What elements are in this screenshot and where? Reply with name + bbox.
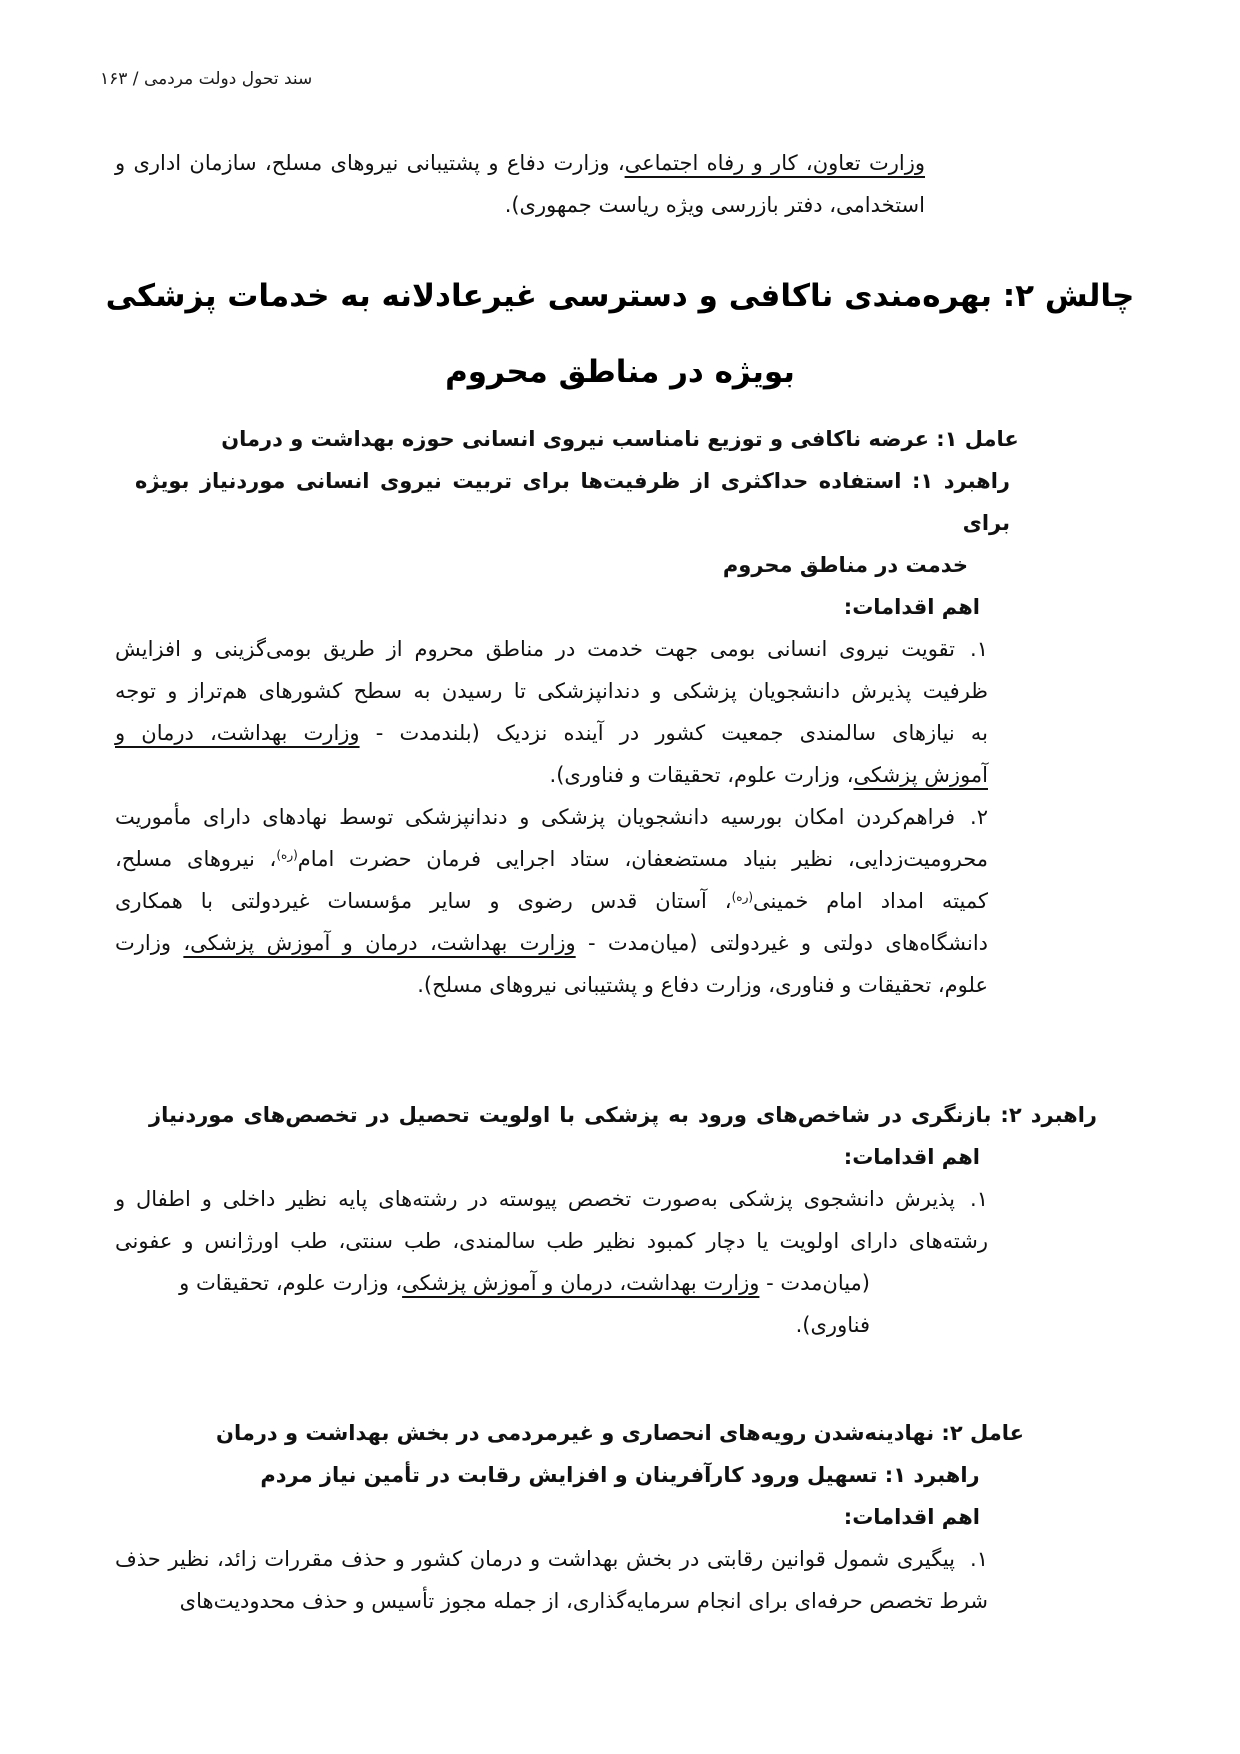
intro-paragraph [115,142,925,226]
text-line: به نیازهای سالمندی جمعیت کشور در آینده نزدیک (بلندمدت - وزارت بهداشت، درمان و [115,721,988,745]
list-item-number: ۱. [970,637,988,661]
strategy-2-heading: راهبرد ۲: بازنگری در شاخص‌های ورود به پزشکی با اولویت تحصیل در تخصص‌های موردنیاز [149,1103,1097,1127]
text-line: وزارت تعاون، کار و رفاه اجتماعی، وزارت دفاع و پشتیبانی نیروهای مسلح، سازمان اداری و [115,151,925,175]
text-line: شرط تخصص حرفه‌ای برای انجام سرمایه‌گذاری، از جمله مجوز تأسیس و حذف محدودیت‌های [179,1589,988,1613]
list-item-2 [115,796,988,1006]
challenge-title-line1: چالش ۲: بهره‌مندی ناکافی و دسترسی غیرعادلانه به خدمات پزشکی [105,278,1135,314]
list-item-text: تقویت نیروی انسانی بومی جهت خدمت در مناطق محروم از طریق بومی‌گزینی و افزایش [115,637,956,661]
strategy-heading-line: راهبرد ۱: استفاده حداکثری از ظرفیت‌ها برای تربیت نیروی انسانی موردنیاز بویژه برای [135,469,1010,535]
list-item-number: ۲. [970,805,988,829]
list-item-3 [115,1178,988,1346]
actions-label: اهم اقدامات: [843,1505,980,1529]
list-item-4 [115,1538,988,1622]
text-line: آموزش پزشکی، وزارت علوم، تحقیقات و فناوری). [549,763,988,787]
text-line: ظرفیت پذیرش دانشجویان پزشکی و دندانپزشکی تا رسیدن به سطح کشورهای هم‌تراز و توجه [115,679,988,703]
list-item-number: ۱. [970,1547,988,1571]
text-line: دانشگاه‌های دولتی و غیردولتی (میان‌مدت - وزارت بهداشت، درمان و آموزش پزشکی، وزارت [115,931,989,955]
page-header: سند تحول دولت مردمی / ۱۶۳ [100,69,313,89]
text-line: علوم، تحقیقات و فناوری، وزارت دفاع و پشتیبانی نیروهای مسلح). [417,973,988,997]
strategy-heading-line: خدمت در مناطق محروم [722,553,968,577]
list-item-text: پذیرش دانشجوی پزشکی به‌صورت تخصص پیوسته در رشته‌های پایه نظیر داخلی و اطفال و [115,1187,956,1211]
challenge-title-line2: بویژه در مناطق محروم [445,354,795,390]
list-item-text: پیگیری شمول قوانین رقابتی در بخش بهداشت و درمان کشور و حذف مقررات زائد، نظیر حذف [115,1547,956,1571]
strategy-1-heading [100,460,1140,586]
list-item-number: ۱. [970,1187,988,1211]
challenge-title [100,258,1140,410]
text-line: استخدامی، دفتر بازرسی ویژه ریاست جمهوری). [504,193,925,217]
actions-label: اهم اقدامات: [843,595,980,619]
text-line [115,1538,988,1580]
factor-2-heading: عامل ۲: نهادینه‌شدن رویه‌های انحصاری و غیرمردمی در بخش بهداشت و درمان [216,1421,1024,1445]
actions-label: اهم اقدامات: [843,1145,980,1169]
list-item-text: فراهم‌کردن امکان بورسیه دانشجویان پزشکی و دندانپزشکی توسط نهادهای دارای مأموریت [115,805,956,829]
text-line [115,1178,988,1220]
text-line [115,628,988,670]
strategy-heading: راهبرد ۱: تسهیل ورود کارآفرینان و افزایش رقابت در تأمین نیاز مردم [260,1463,980,1487]
list-item-1 [115,628,988,796]
factor-1-heading: عامل ۱: عرضه ناکافی و توزیع نامناسب نیروی انسانی حوزه بهداشت و درمان [221,427,1019,451]
text-line: محرومیت‌زدایی، نظیر بنیاد مستضعفان، ستاد اجرایی فرمان حضرت امام$^{(ره)}$، نیروهای مسلح، [115,847,989,871]
text-line: رشته‌های دارای اولویت یا دچار کمبود نظیر طب سالمندی، طب سنتی، طب اورژانس و عفونی [115,1229,988,1253]
text-line: (میان‌مدت - وزارت بهداشت، درمان و آموزش پزشکی، وزارت علوم، تحقیقات و فناوری). [179,1271,870,1337]
text-line [115,796,988,838]
text-line: کمیته امداد امام خمینی$^{(ره)}$، آستان قدس رضوی و سایر مؤسسات غیردولتی با همکاری [115,889,989,913]
